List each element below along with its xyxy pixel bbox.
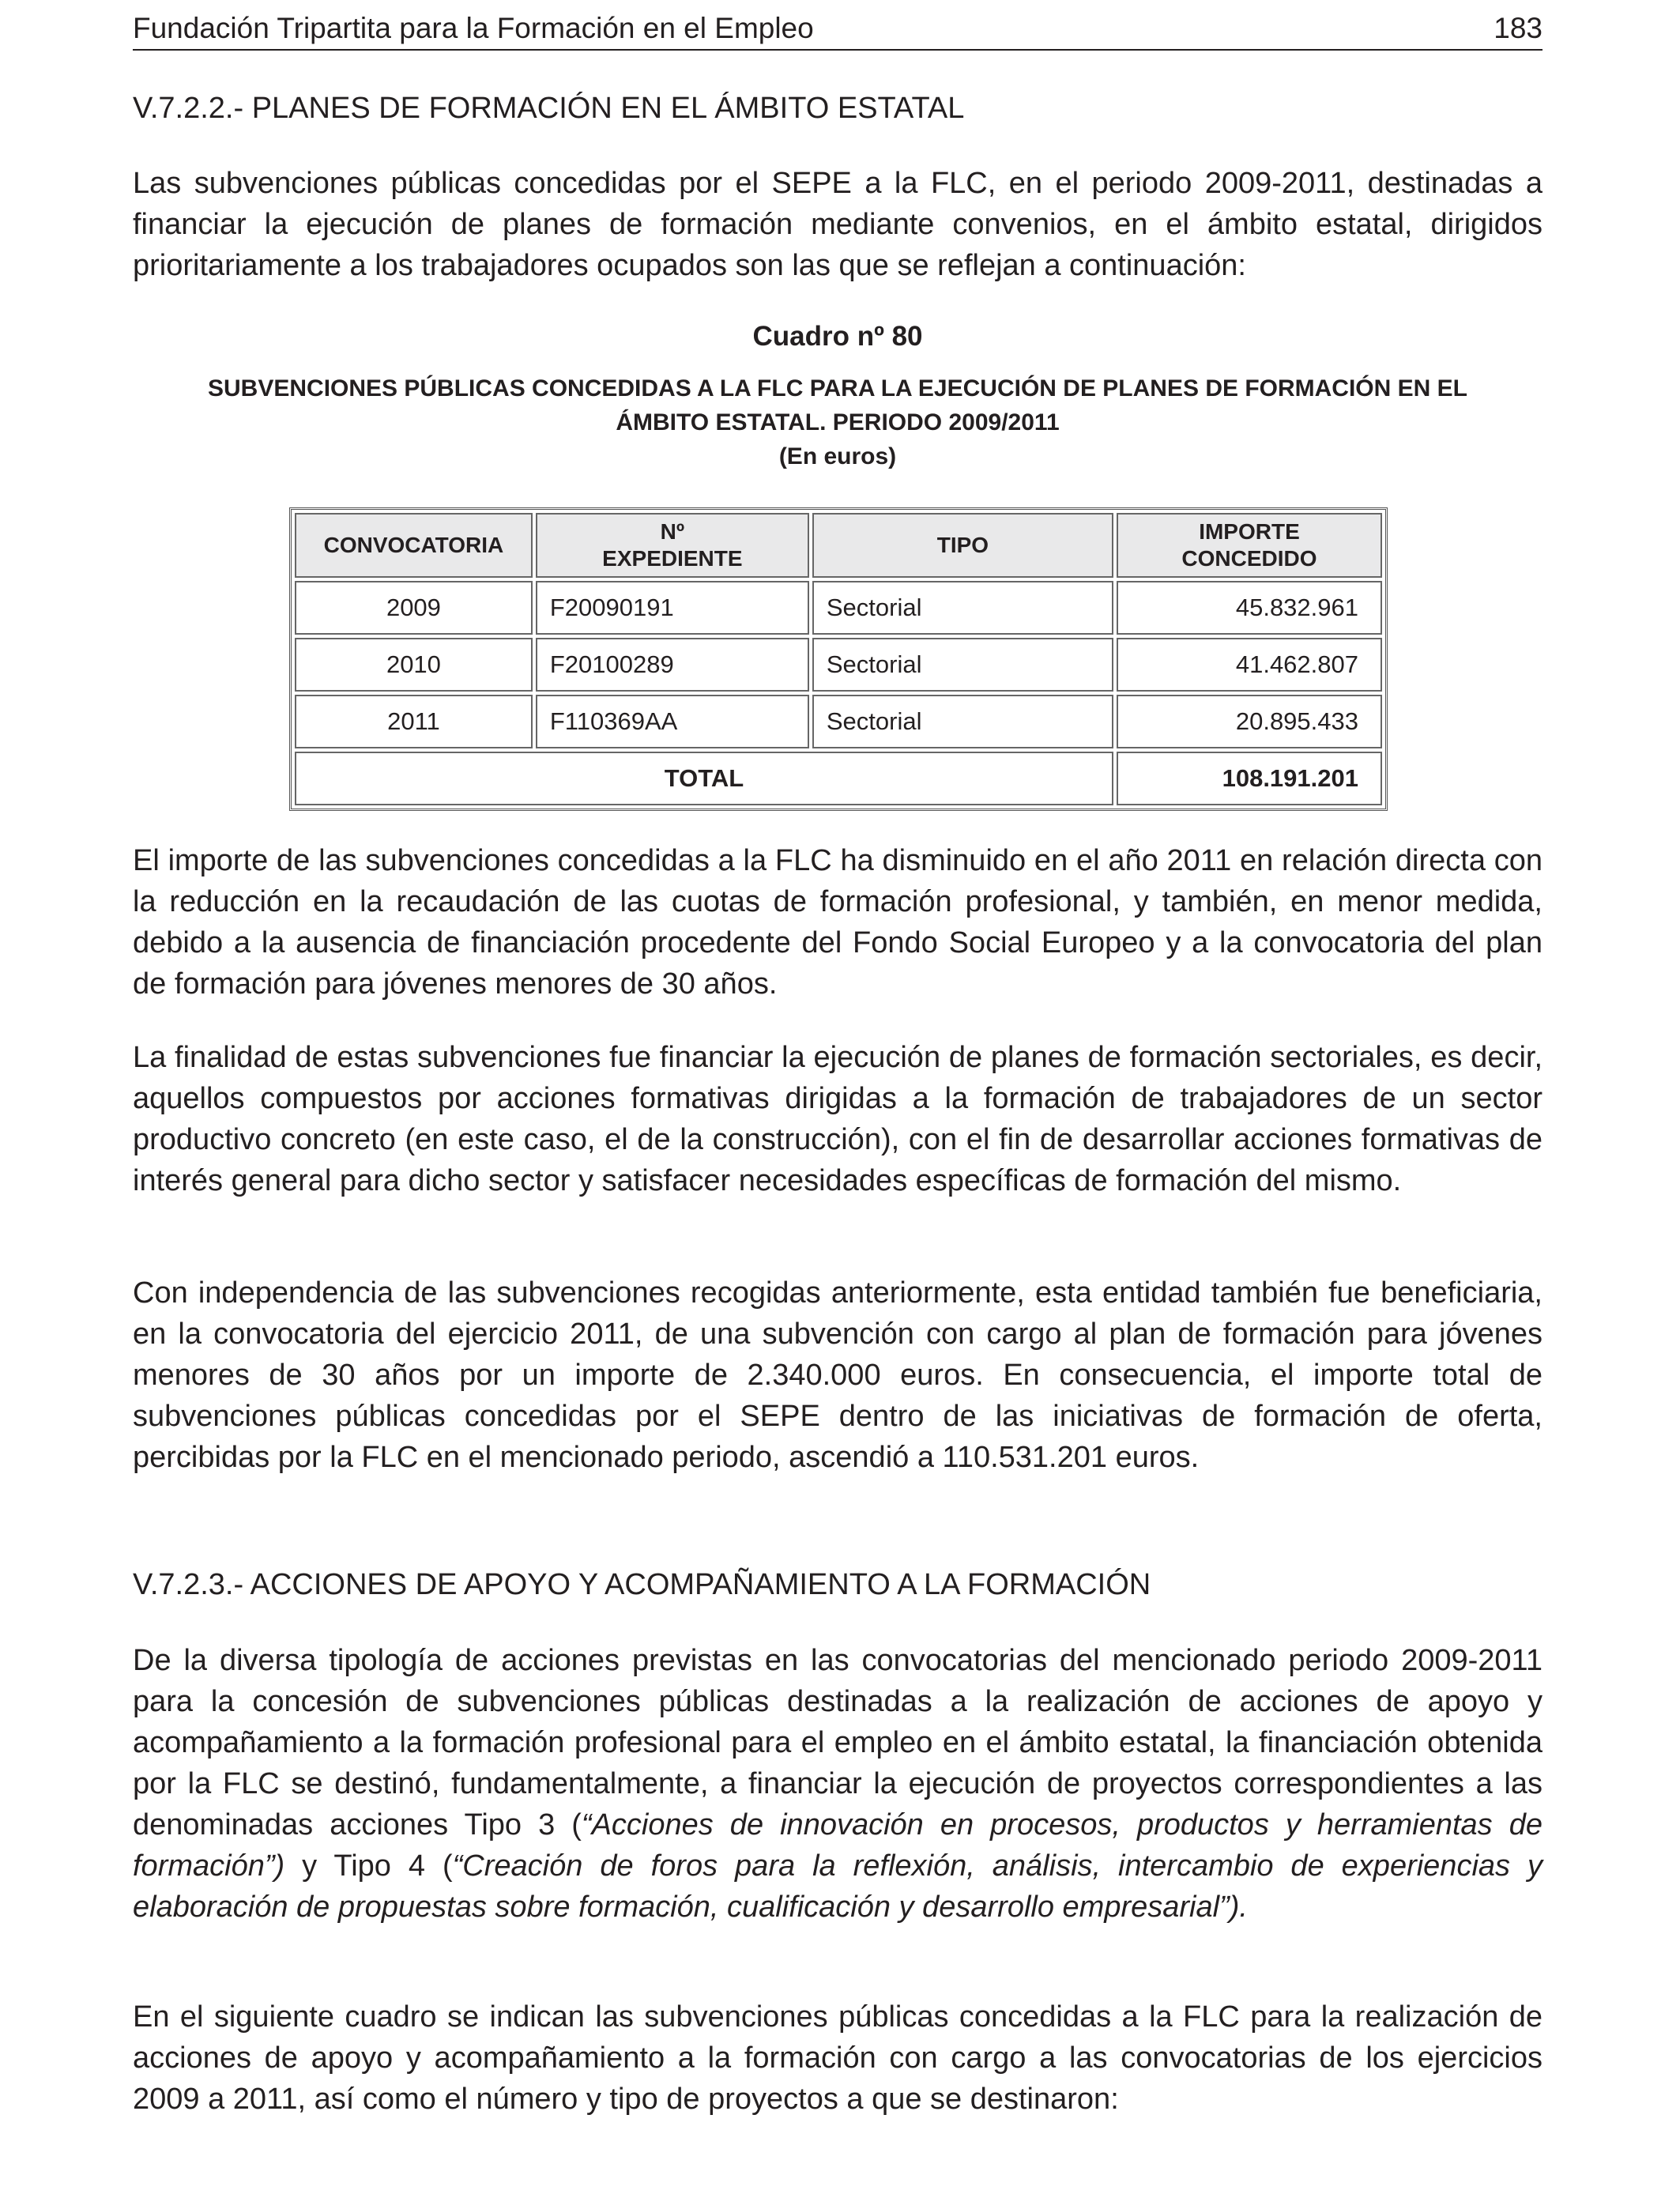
table-caption-title-line1: SUBVENCIONES PÚBLICAS CONCEDIDAS A LA FLC PARA LA EJECUCIÓN DE PLANES DE FORMACIÓN EN EL (208, 375, 1467, 401)
table-caption-title (133, 371, 1543, 473)
cell-importe: 45.832.961 (1117, 581, 1382, 635)
header-expediente-line1: Nº (660, 519, 685, 544)
page-number: 183 (1494, 12, 1543, 44)
paragraph-tipologia (133, 1640, 1543, 1928)
header-convocatoria: CONVOCATORIA (295, 513, 533, 578)
table-header-row (295, 513, 1382, 578)
table-row (295, 638, 1382, 692)
paragraph-independencia: Con independencia de las subvenciones recogidas anteriormente, esta entidad también fue beneficiaria, en la convocatoria del ejercicio 2011, de una subvención con cargo al plan de formación para jóvenes menores de 30 años por un importe de 2.340.000 euros. En consecuencia, el importe total de subvenciones públicas concedidas por el SEPE dentro de las iniciativas de formación de oferta, percibidas por la FLC en el mencionado periodo, ascendió a 110.531.201 euros. (133, 1276, 1543, 1474)
table-caption-title-line2: ÁMBITO ESTATAL. PERIODO 2009/2011 (616, 409, 1060, 435)
table-caption-number: Cuadro nº 80 (752, 321, 923, 352)
cell-tipo: Sectorial (812, 638, 1113, 692)
header-tipo: TIPO (812, 513, 1113, 578)
cell-importe: 20.895.433 (1117, 695, 1382, 748)
header-expediente-line2: EXPEDIENTE (602, 546, 743, 571)
page-header (133, 8, 1543, 51)
subvenciones-table (289, 507, 1388, 811)
cell-convocatoria: 2011 (295, 695, 533, 748)
cell-tipo: Sectorial (812, 695, 1113, 748)
cell-importe: 41.462.807 (1117, 638, 1382, 692)
table-total-row (295, 752, 1382, 805)
header-organization: Fundación Tripartita para la Formación en el Empleo (133, 12, 814, 44)
table-caption-units: (En euros) (778, 443, 897, 469)
cell-convocatoria: 2010 (295, 638, 533, 692)
total-label: TOTAL (295, 752, 1113, 805)
cell-convocatoria: 2009 (295, 581, 533, 635)
total-value: 108.191.201 (1117, 752, 1382, 805)
tipologia-text-start: De la diversa tipología de acciones previstas en las convocatorias del mencionado periodo 2009-2011 para la concesión de subvenciones públicas destinadas a la realización de acciones de apoyo y acompañamiento a la formación profesional para el empleo en el ámbito estatal, la financiación obtenida por la FLC se destinó, fundamentalmente, a financiar la ejecución de proyectos correspondientes a las denominadas acciones Tipo 3 ( (133, 1644, 1543, 1842)
tipologia-text-mid: y Tipo 4 ( (284, 1849, 453, 1883)
paragraph-siguiente-cuadro: En el siguiente cuadro se indican las subvenciones públicas concedidas a la FLC para la realización de acciones de apoyo y acompañamiento a la formación con cargo a las convocatorias de los ejercicios 2009 a 2011, así como el número y tipo de proyectos a que se destinaron: (133, 2000, 1543, 2116)
table-row (295, 581, 1382, 635)
cell-expediente: F20100289 (536, 638, 809, 692)
tipologia-italic-tipo3: “Acciones de innovación en procesos, productos y herramientas de formación”) (133, 1808, 1543, 1883)
cell-tipo: Sectorial (812, 581, 1113, 635)
cell-expediente: F20090191 (536, 581, 809, 635)
section-heading-planes: V.7.2.2.- PLANES DE FORMACIÓN EN EL ÁMBITO ESTATAL (133, 92, 965, 125)
header-importe-line1: IMPORTE (1199, 519, 1300, 544)
table-row (295, 695, 1382, 748)
header-expediente (536, 513, 809, 578)
header-importe-line2: CONCEDIDO (1181, 546, 1317, 571)
tipologia-italic-tipo4: “Creación de foros para la reflexión, análisis, intercambio de experiencias y elaboración de propuestas sobre formación, cualificación y desarrollo empresarial”). (133, 1849, 1543, 1924)
header-importe (1117, 513, 1382, 578)
paragraph-finalidad: La finalidad de estas subvenciones fue financiar la ejecución de planes de formación sectoriales, es decir, aquellos compuestos por acciones formativas dirigidas a la formación de trabajadores de un sector productivo concreto (en este caso, el de la construcción), con el fin de desarrollar acciones formativas de interés general para dicho sector y satisfacer necesidades específicas de formación del mismo. (133, 1041, 1543, 1197)
paragraph-importe: El importe de las subvenciones concedidas a la FLC ha disminuido en el año 2011 en relación directa con la reducción en la recaudación de las cuotas de formación profesional, y también, en menor medida, debido a la ausencia de financiación procedente del Fondo Social Europeo y a la convocatoria del plan de formación para jóvenes menores de 30 años. (133, 844, 1543, 1001)
cell-expediente: F110369AA (536, 695, 809, 748)
section-heading-acciones: V.7.2.3.- ACCIONES DE APOYO Y ACOMPAÑAMIENTO A LA FORMACIÓN (133, 1568, 1151, 1601)
intro-paragraph: Las subvenciones públicas concedidas por el SEPE a la FLC, en el periodo 2009-2011, destinadas a financiar la ejecución de planes de formación mediante convenios, en el ámbito estatal, dirigidos prioritariamente a los trabajadores ocupados son las que se reflejan a continuación: (133, 167, 1543, 282)
